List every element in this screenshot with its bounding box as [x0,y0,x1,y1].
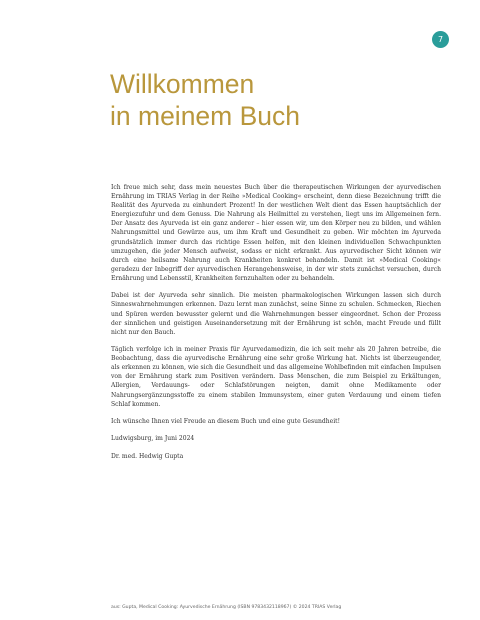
paragraph-1: Ich freue mich sehr, dass mein neuestes Buch über die therapeutischen Wirkungen der ayurvedischen Ernährung im TRIAS Verlag in der Reihe »Medical Cooking« erscheint, denn diese Bezeichnung trifft die Realität des Ayurveda zu einhundert Prozent! In der westlichen Welt dient das Essen hauptsächlich der Energiezufuhr und dem Genuss. Die Nahrung als Heilmittel zu verstehen, liegt uns im Allgemeinen fern. Der Ansatz des Ayurveda ist ein ganz anderer – hier essen wir, um den Körper neu zu bilden, und wählen Nahrungsmittel und Gewürze aus, um ihm Kraft und Gesundheit zu geben. Wir möchten im Ayurveda grundsätzlich immer durch das richtige Essen helfen, mit den kleinen individuellen Schwachpunkten umzugehen, die jeder Mensch aufweist, sodass er nicht erkrankt. Aus ayurvedischer Sicht können wir durch eine heilsame Nahrung auch Krankheiten konkret behandeln. Damit ist »Medical Cooking« geradezu der Inbegriff der ayurvedischen Herangehensweise, in der wir stets zunächst versuchen, durch Ernährung und Lebensstil, Krankheiten fernzuhalten oder zu behandeln. [111,184,441,282]
title-line-1: Willkommen [110,69,255,99]
title-line-2: in meinem Buch [110,101,301,131]
footer-copyright: aus: Gupta, Medical Cooking: Ayurvedische Ernährung (ISBN 9783432118967) © 2024 TRIAS Verlag [111,605,342,610]
page-title [110,68,300,132]
paragraph-3: Täglich verfolge ich in meiner Praxis für Ayurvedamedizin, die ich seit mehr als 20 Jahren betreibe, die Beobachtung, dass die ayurvedische Ernährung eine sehr große Wirkung hat. Nichts ist überzeugender, als erkennen zu können, wie sich die Gesundheit und das allgemeine Wohlbefinden mit einfachen Impulsen von der Ernährung stark zum Positiven verändern. Dass Menschen, die zum Beispiel zu Erkältungen, Allergien, Verdauungs- oder Schlafstörungen neigten, damit ohne Medikamente oder Nahrungsergänzungsstoffe zu einem stabilen Immunsystem, einer guten Verdauung und einem tiefen Schlaf kommen. [111,346,441,408]
place-date: Ludwigsburg, im Juni 2024 [111,435,195,443]
page-number-badge: 7 [432,31,449,48]
paragraph-4: Ich wünsche Ihnen viel Freude an diesem Buch und eine gute Gesundheit! [111,418,341,426]
paragraph-2: Dabei ist der Ayurveda sehr sinnlich. Die meisten pharmakologischen Wirkungen lassen sich durch Sinneswahrnehmungen erkennen. Dazu lernt man zunächst, seine Sinne zu schulen. Schmecken, Riechen und Spüren werden bewusster gelernt und die Wahrnehmungen besser eingeordnet. Schon der Prozess der sinnlichen und geistigen Auseinandersetzung mit der Ernährung ist schön, macht Freude und füllt nicht nur den Bauch. [111,292,441,336]
body-text [111,183,441,469]
signature: Dr. med. Hedwig Gupta [111,452,184,460]
